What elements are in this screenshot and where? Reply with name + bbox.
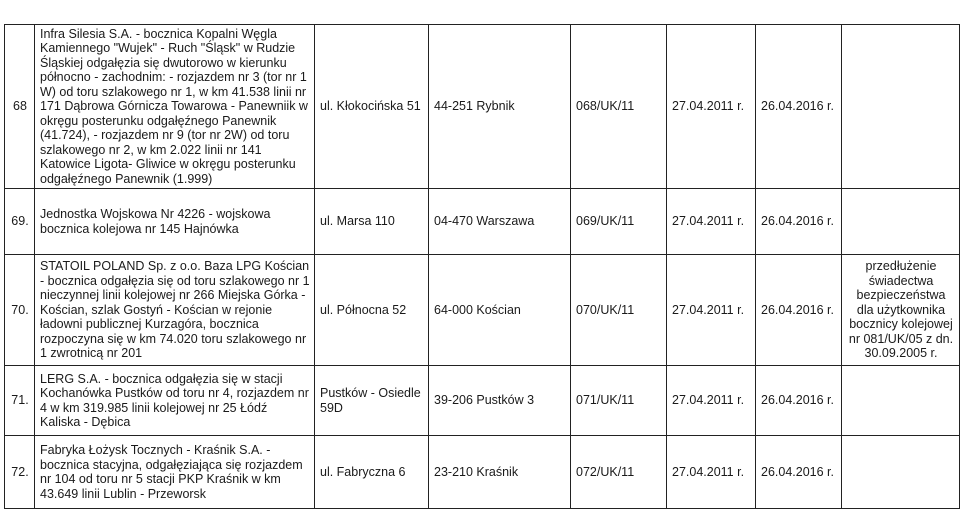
street-address: ul. Marsa 110 xyxy=(315,189,429,255)
table-row xyxy=(5,189,960,255)
certificate-number: 071/UK/11 xyxy=(571,366,667,436)
issue-date: 27.04.2011 r. xyxy=(667,189,756,255)
issue-date: 27.04.2011 r. xyxy=(667,25,756,189)
table-row xyxy=(5,436,960,509)
valid-until: 26.04.2016 r. xyxy=(756,366,842,436)
siding-description: STATOIL POLAND Sp. z o.o. Baza LPG Kościan - bocznica odgałęzia się od toru szlakowego nr 1 nieczynnej linii kolejowej nr 266 Miejska Górka - Kościan, szlak Gostyń - Kościan w rejonie ładowni publicznej Kurzagóra, bocznica rozpoczyna się w km 74.020 toru szlakowego nr 1 zwrotnicą nr 201 xyxy=(35,255,315,366)
street-address: ul. Fabryczna 6 xyxy=(315,436,429,509)
row-number: 72. xyxy=(5,436,35,509)
certificate-number: 070/UK/11 xyxy=(571,255,667,366)
valid-until: 26.04.2016 r. xyxy=(756,25,842,189)
remarks: przedłużenie świadectwa bezpieczeństwa dla użytkownika bocznicy kolejowej nr 081/UK/05 z dn. 30.09.2005 r. xyxy=(842,255,960,366)
valid-until: 26.04.2016 r. xyxy=(756,255,842,366)
table-row xyxy=(5,25,960,189)
remarks xyxy=(842,25,960,189)
postal-city: 04-470 Warszawa xyxy=(429,189,571,255)
siding-description: Jednostka Wojskowa Nr 4226 - wojskowa bocznica kolejowa nr 145 Hajnówka xyxy=(35,189,315,255)
row-number: 70. xyxy=(5,255,35,366)
table-row xyxy=(5,255,960,366)
postal-city: 64-000 Kościan xyxy=(429,255,571,366)
street-address: ul. Kłokocińska 51 xyxy=(315,25,429,189)
postal-city: 39-206 Pustków 3 xyxy=(429,366,571,436)
siding-description: LERG S.A. - bocznica odgałęzia się w stacji Kochanówka Pustków od toru nr 4, rozjazdem nr 4 w km 319.985 linii kolejowej nr 25 Łódź Kaliska - Dębica xyxy=(35,366,315,436)
postal-city: 44-251 Rybnik xyxy=(429,25,571,189)
issue-date: 27.04.2011 r. xyxy=(667,366,756,436)
table-row xyxy=(5,366,960,436)
remarks xyxy=(842,366,960,436)
valid-until: 26.04.2016 r. xyxy=(756,189,842,255)
siding-description: Fabryka Łożysk Tocznych - Kraśnik S.A. - bocznica stacyjna, odgałęziająca się rozjazdem nr 104 od toru nr 5 stacji PKP Kraśnik w km 43.649 linii Lublin - Przeworsk xyxy=(35,436,315,509)
issue-date: 27.04.2011 r. xyxy=(667,255,756,366)
valid-until: 26.04.2016 r. xyxy=(756,436,842,509)
row-number: 71. xyxy=(5,366,35,436)
postal-city: 23-210 Kraśnik xyxy=(429,436,571,509)
certificate-number: 068/UK/11 xyxy=(571,25,667,189)
issue-date: 27.04.2011 r. xyxy=(667,436,756,509)
siding-description: Infra Silesia S.A. - bocznica Kopalni Węgla Kamiennego "Wujek" - Ruch "Śląsk" w Rudzie Śląskiej odgałęzia się dwutorowo w kierunku północno - zachodnim: - rozjazdem nr 3 (tor nr 1 W) od toru szlakowego nr 1, w km 41.538 linii nr 171 Dąbrowa Górnicza Towarowa - Panewniik w okręgu posterunku odgałęźnego Panewnik (41.724), - rozjazdem nr 9 (tor nr 2W) od toru szlakowego nr 2, w km 2.022 linii nr 141 Katowice Ligota- Gliwice w okręgu posterunku odgałęźnego Panewnik (1.999) xyxy=(35,25,315,189)
row-number: 68 xyxy=(5,25,35,189)
siding-register-table xyxy=(4,24,960,509)
certificate-number: 072/UK/11 xyxy=(571,436,667,509)
street-address: Pustków - Osiedle 59D xyxy=(315,366,429,436)
row-number: 69. xyxy=(5,189,35,255)
certificate-number: 069/UK/11 xyxy=(571,189,667,255)
remarks xyxy=(842,436,960,509)
remarks xyxy=(842,189,960,255)
street-address: ul. Północna 52 xyxy=(315,255,429,366)
